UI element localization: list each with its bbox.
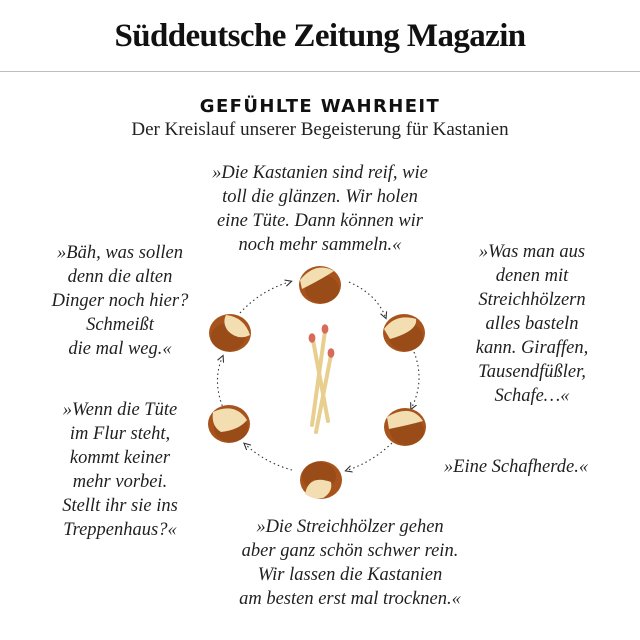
chestnut-icon: [300, 461, 342, 499]
quote-top: »Die Kastanien sind reif, wie toll die glänzen. Wir holen eine Tüte. Dann können wir noch mehr sammeln.«: [212, 163, 428, 255]
cycle-arrow: [349, 282, 385, 316]
chestnut-icon: [384, 408, 426, 446]
cycle-arrow: [348, 443, 392, 470]
quote-bottom: »Die Streichhölzer gehen aber ganz schön schwer rein. Wir lassen die Kastanien am besten erst mal trocknen.«: [239, 517, 461, 609]
quote-left: »Bäh, was sollen denn die alten Dinger noch hier? Schmeißt die mal weg.«: [51, 243, 189, 359]
chestnut-icon: [383, 314, 425, 352]
masthead-logo[interactable]: Süddeutsche Zeitung Magazin: [114, 17, 526, 54]
cycle-arrow: [246, 445, 292, 470]
matches-icon: [309, 324, 335, 432]
quote-right: »Was man aus denen mit Streichhölzern alles basteln kann. Giraffen, Tausendfüßler, Schafe…«: [475, 242, 589, 406]
infographic-title: GEFÜHLTE WAHRHEIT: [199, 96, 441, 117]
cycle-arrow: [240, 282, 289, 313]
quote-left-bottom: »Wenn die Tüte im Flur steht, kommt keiner mehr vorbei. Stellt ihr sie ins Treppenhaus?«: [62, 400, 178, 540]
infographic-subtitle: Der Kreislauf unserer Begeisterung für Kastanien: [131, 119, 509, 140]
quote-right-bottom: »Eine Schafherde.«: [443, 457, 589, 477]
chestnut-icon: [299, 266, 341, 304]
cycle-arrow: [412, 352, 419, 407]
